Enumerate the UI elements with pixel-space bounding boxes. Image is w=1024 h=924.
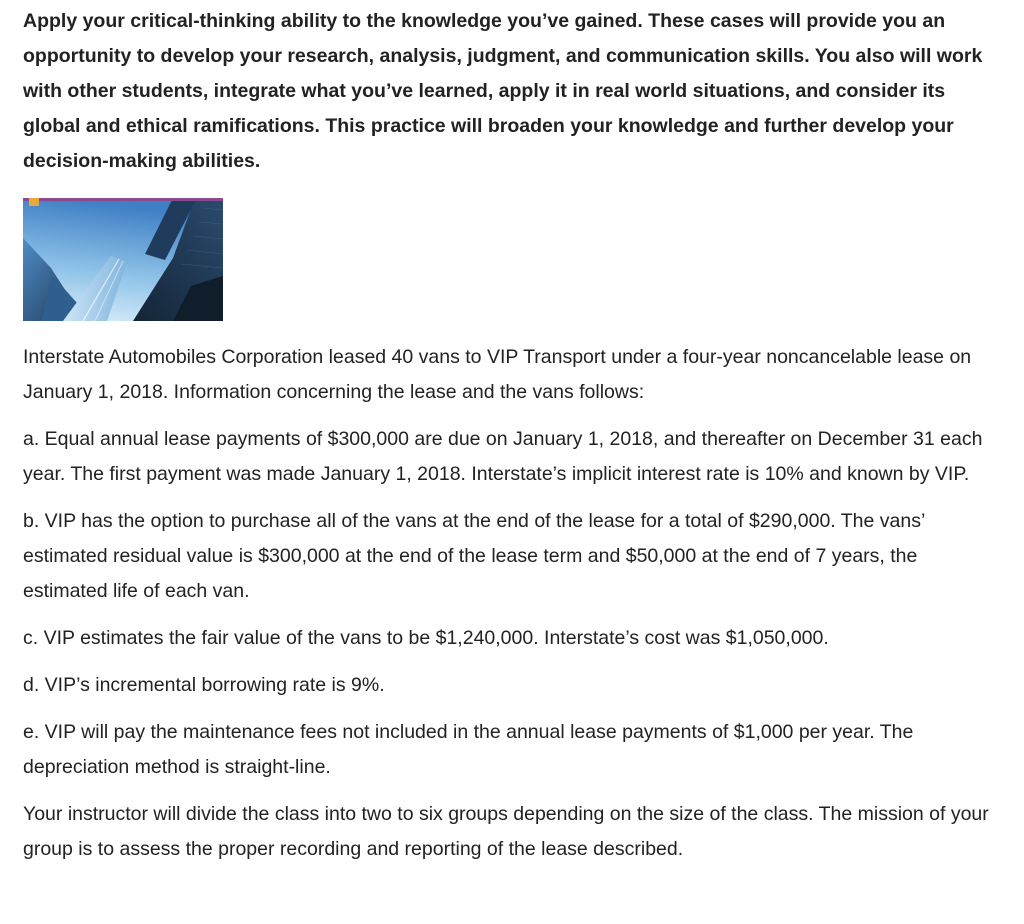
document-page [23, 0, 1003, 867]
skyscrapers-photo [23, 198, 223, 321]
case-closing-paragraph: Your instructor will divide the class into two to six groups depending on the size of the class. The mission of your group is to assess the proper recording and reporting of the lease described. [23, 803, 989, 860]
case-item-d: d. VIP’s incremental borrowing rate is 9%. [23, 674, 385, 696]
case-item-c: c. VIP estimates the fair value of the vans to be $1,240,000. Interstate’s cost was $1,050,000. [23, 627, 829, 649]
case-item-e: e. VIP will pay the maintenance fees not included in the annual lease payments of $1,000 per year. The depreciation method is straight-line. [23, 721, 914, 778]
skyscrapers-photo-icon [23, 198, 223, 321]
case-lead-paragraph: Interstate Automobiles Corporation leased 40 vans to VIP Transport under a four-year noncancelable lease on January 1, 2018. Information concerning the lease and the vans follows: [23, 346, 972, 403]
case-item-b: b. VIP has the option to purchase all of the vans at the end of the lease for a total of $290,000. The vans’ estimated residual value is $300,000 at the end of the lease term and $50,000 at the end of 7 years, the estimated life of each van. [23, 510, 925, 602]
intro-paragraph: Apply your critical-thinking ability to the knowledge you’ve gained. These cases will provide you an opportunity to develop your research, analysis, judgment, and communication skills. You also will work with other students, integrate what you’ve learned, apply it in real world situations, and consider its global and ethical ramifications. This practice will broaden your knowledge and further develop your decision-making abilities. [23, 10, 983, 172]
case-item-a: a. Equal annual lease payments of $300,000 are due on January 1, 2018, and thereafter on December 31 each year. The first payment was made January 1, 2018. Interstate’s implicit interest rate is 10% and known by VIP. [23, 428, 983, 485]
